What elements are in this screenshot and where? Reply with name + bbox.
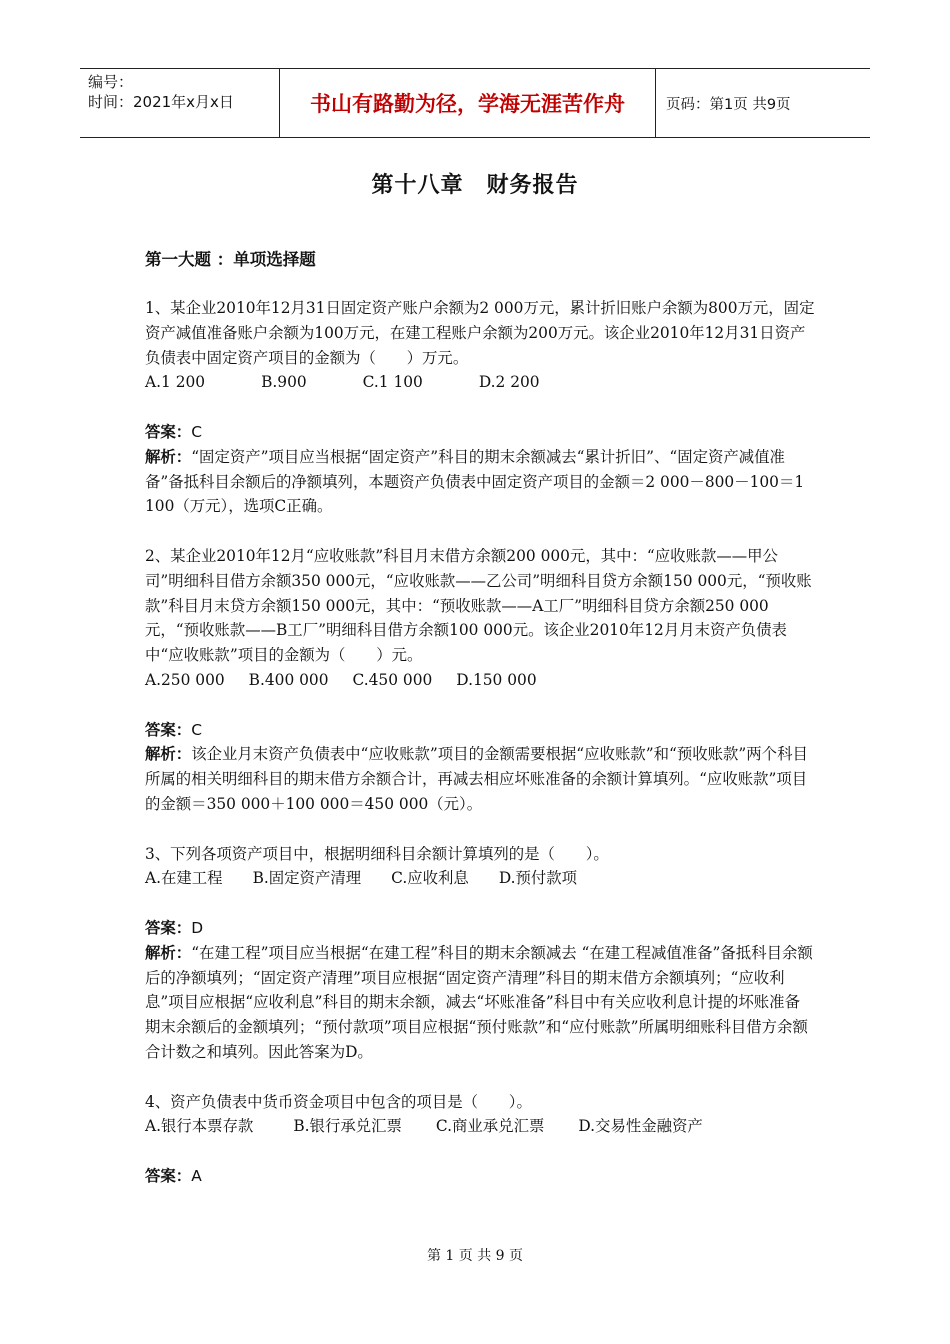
- answer-line: [145, 420, 815, 445]
- analysis-line: [145, 445, 815, 519]
- question-text: 1、某企业2010年12月31日固定资产账户余额为2 000万元，累计折旧账户余额为800万元，固定资产减值准备账户余额为100万元，在建工程账户余额为200万元。该企业2010年12月31日资产负债表中固定资产项目的金额为（ ）万元。: [145, 299, 815, 367]
- number-label: 编号：: [88, 73, 134, 91]
- header-page-info: 页码：第1页 共9页: [666, 96, 791, 113]
- header-meta: [80, 69, 280, 137]
- option-a: A.1 200: [145, 373, 206, 392]
- options-list: [145, 370, 815, 395]
- analysis-text: “在建工程”项目应当根据“在建工程”科目的期末余额减去 “在建工程减值准备”备抵科目余额后的净额填列；“固定资产清理”项目应根据“固定资产清理”科目的期末借方余额填列；“应收利息”项目应根据“应收利息”科目的期末余额，减去“坏账准备”科目中有关应收利息计提的坏账准备期末余额后的金额填列；“预付款项”项目应根据“预付账款”和“应付账款”所属明细账科目借方余额合计数之和填列。因此答案为D。: [145, 943, 813, 1061]
- answer-value: C: [191, 422, 202, 441]
- answer-value: A: [191, 1166, 202, 1185]
- question-4: [145, 1090, 815, 1140]
- option-b: B.900: [261, 373, 307, 392]
- question-2: [145, 544, 815, 693]
- analysis-label: 解析：: [145, 943, 192, 962]
- answer-value: D: [191, 918, 204, 937]
- option-c: C.应收利息: [391, 869, 469, 888]
- question-3: [145, 842, 815, 892]
- header-motto: 书山有路勤为径，学海无涯苦作舟: [280, 69, 656, 137]
- option-d: D.交易性金融资产: [578, 1117, 703, 1136]
- questions-content: [145, 296, 815, 1213]
- options-list: [145, 668, 815, 693]
- chapter-title: 第十八章 财务报告: [371, 173, 579, 198]
- option-a: A.250 000: [145, 670, 225, 689]
- page-footer: 第 1 页 共 9 页: [426, 1248, 524, 1264]
- section-heading: 第一大题 ：单项选择题: [145, 250, 316, 269]
- answer-block-1: [145, 420, 815, 519]
- question-1: [145, 296, 815, 395]
- option-c: C.1 100: [362, 373, 423, 392]
- analysis-text: “固定资产”项目应当根据“固定资产”科目的期末余额减去“累计折旧”、“固定资产减值准备”备抵科目余额后的净额填列，本题资产负债表中固定资产项目的金额＝2 000－800－100＝1 100（万元），选项C正确。: [145, 447, 805, 516]
- options-list: [145, 866, 815, 891]
- option-a: A.银行本票存款: [145, 1117, 254, 1136]
- option-b: B.400 000: [248, 670, 329, 689]
- option-d: D.2 200: [478, 373, 540, 392]
- analysis-line: [145, 742, 815, 816]
- answer-label: 答案：: [145, 720, 192, 739]
- question-text: 3、下列各项资产项目中，根据明细科目余额计算填列的是（ ）。: [145, 844, 609, 863]
- option-d: D.150 000: [456, 670, 537, 689]
- answer-block-3: [145, 916, 815, 1065]
- option-a: A.在建工程: [145, 869, 223, 888]
- answer-block-4: [145, 1164, 815, 1189]
- answer-label: 答案：: [145, 1166, 192, 1185]
- option-c: C.商业承兑汇票: [435, 1117, 545, 1136]
- analysis-line: [145, 941, 815, 1065]
- options-list: [145, 1114, 815, 1139]
- answer-block-2: [145, 718, 815, 817]
- analysis-text: 该企业月末资产负债表中“应收账款”项目的金额需要根据“应收账款”和“预收账款”两个科目所属的相关明细科目的期末借方余额合计，再减去相应坏账准备的余额计算填列。“应收账款”项目的金额＝350 000＋100 000＝450 000（元）。: [145, 745, 808, 813]
- answer-value: C: [191, 720, 202, 739]
- answer-label: 答案：: [145, 422, 192, 441]
- page-header: [80, 68, 870, 138]
- answer-line: [145, 916, 815, 941]
- question-text: 4、资产负债表中货币资金项目中包含的项目是（ ）。: [145, 1092, 532, 1111]
- answer-line: [145, 1164, 815, 1189]
- question-text: 2、某企业2010年12月“应收账款”科目月末借方余额200 000元，其中：“应收账款——甲公司”明细科目借方余额350 000元，“应收账款——乙公司”明细科目贷方余额150 000元，“预收账款”科目月末贷方余额150 000元，其中：“预收账款——A工厂”明细科目贷方余额250 000元，“预收账款——B工厂”明细科目借方余额100 000元。该企业2010年12月月末资产负债表中“应收账款”项目的金额为（ ）元。: [145, 546, 812, 665]
- analysis-label: 解析：: [145, 447, 192, 466]
- option-d: D.预付款项: [498, 869, 578, 888]
- time-label: 时间：2021年x月x日: [88, 93, 234, 111]
- option-b: B.固定资产清理: [252, 869, 362, 888]
- option-c: C.450 000: [352, 670, 433, 689]
- answer-label: 答案：: [145, 918, 192, 937]
- answer-line: [145, 718, 815, 743]
- option-b: B.银行承兑汇票: [293, 1117, 402, 1136]
- analysis-label: 解析：: [145, 745, 192, 764]
